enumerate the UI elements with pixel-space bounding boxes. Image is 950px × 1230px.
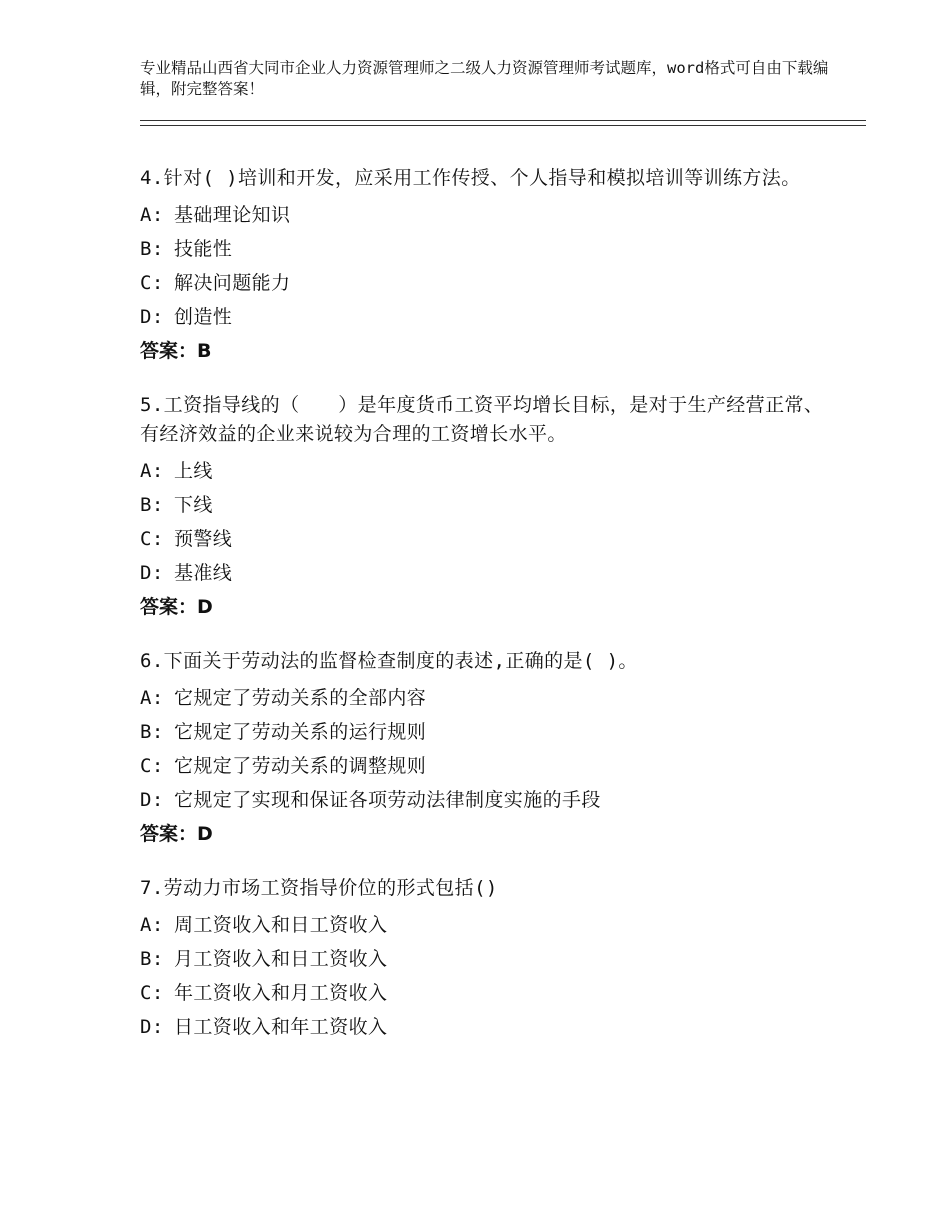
- option-b: [140, 232, 830, 266]
- option-text: 它规定了劳动关系的全部内容: [174, 687, 427, 709]
- option-letter: C:: [140, 272, 164, 294]
- question-stem: 7.劳动力市场工资指导价位的形式包括(): [140, 877, 498, 899]
- option-b: [140, 488, 830, 522]
- option-d: [140, 300, 830, 334]
- option-text: 它规定了劳动关系的调整规则: [174, 755, 427, 777]
- option-a: [140, 454, 830, 488]
- question-list: [140, 164, 830, 1067]
- option-letter: D:: [140, 306, 164, 328]
- question-5: [140, 391, 830, 624]
- option-text: 它规定了实现和保证各项劳动法律制度实施的手段: [174, 789, 601, 811]
- option-d: [140, 556, 830, 590]
- option-text: 年工资收入和月工资收入: [174, 982, 388, 1004]
- option-text: 基础理论知识: [174, 204, 291, 226]
- option-text: 基准线: [174, 562, 233, 584]
- question-stem: 6.下面关于劳动法的监督检查制度的表述,正确的是( )。: [140, 650, 638, 672]
- option-text: 下线: [174, 494, 213, 516]
- option-text: 月工资收入和日工资收入: [174, 948, 388, 970]
- option-d: [140, 1010, 830, 1044]
- option-letter: A:: [140, 204, 164, 226]
- option-text: 日工资收入和年工资收入: [174, 1016, 388, 1038]
- option-letter: B:: [140, 238, 164, 260]
- option-letter: A:: [140, 687, 164, 709]
- option-letter: B:: [140, 948, 164, 970]
- option-letter: C:: [140, 528, 164, 550]
- option-letter: D:: [140, 1016, 164, 1038]
- option-letter: B:: [140, 494, 164, 516]
- document-header: 专业精品山西省大同市企业人力资源管理师之二级人力资源管理师考试题库，word格式可自由下载编辑，附完整答案！: [140, 59, 829, 98]
- option-text: 上线: [174, 460, 213, 482]
- option-a: [140, 681, 830, 715]
- option-c: [140, 522, 830, 556]
- header-divider: [140, 120, 866, 126]
- option-letter: D:: [140, 562, 164, 584]
- option-letter: B:: [140, 721, 164, 743]
- question-stem: 5.工资指导线的（ ）是年度货币工资平均增长目标，是对于生产经营正常、有经济效益的企业来说较为合理的工资增长水平。: [140, 394, 824, 445]
- option-text: 创造性: [174, 306, 233, 328]
- option-c: [140, 749, 830, 783]
- option-text: 预警线: [174, 528, 233, 550]
- option-text: 周工资收入和日工资收入: [174, 914, 388, 936]
- option-text: 技能性: [174, 238, 233, 260]
- question-6: [140, 647, 830, 851]
- answer-line: 答案：B: [140, 340, 212, 362]
- answer-line: 答案：D: [140, 823, 213, 845]
- option-letter: D:: [140, 789, 164, 811]
- question-stem: 4.针对( )培训和开发，应采用工作传授、个人指导和模拟培训等训练方法。: [140, 167, 801, 189]
- option-letter: C:: [140, 982, 164, 1004]
- question-7: [140, 874, 830, 1044]
- option-letter: A:: [140, 914, 164, 936]
- option-b: [140, 942, 830, 976]
- option-a: [140, 908, 830, 942]
- option-letter: A:: [140, 460, 164, 482]
- option-text: 它规定了劳动关系的运行规则: [174, 721, 427, 743]
- option-letter: C:: [140, 755, 164, 777]
- option-c: [140, 976, 830, 1010]
- option-text: 解决问题能力: [174, 272, 291, 294]
- option-c: [140, 266, 830, 300]
- option-d: [140, 783, 830, 817]
- option-a: [140, 198, 830, 232]
- option-b: [140, 715, 830, 749]
- answer-line: 答案：D: [140, 596, 213, 618]
- question-4: [140, 164, 830, 368]
